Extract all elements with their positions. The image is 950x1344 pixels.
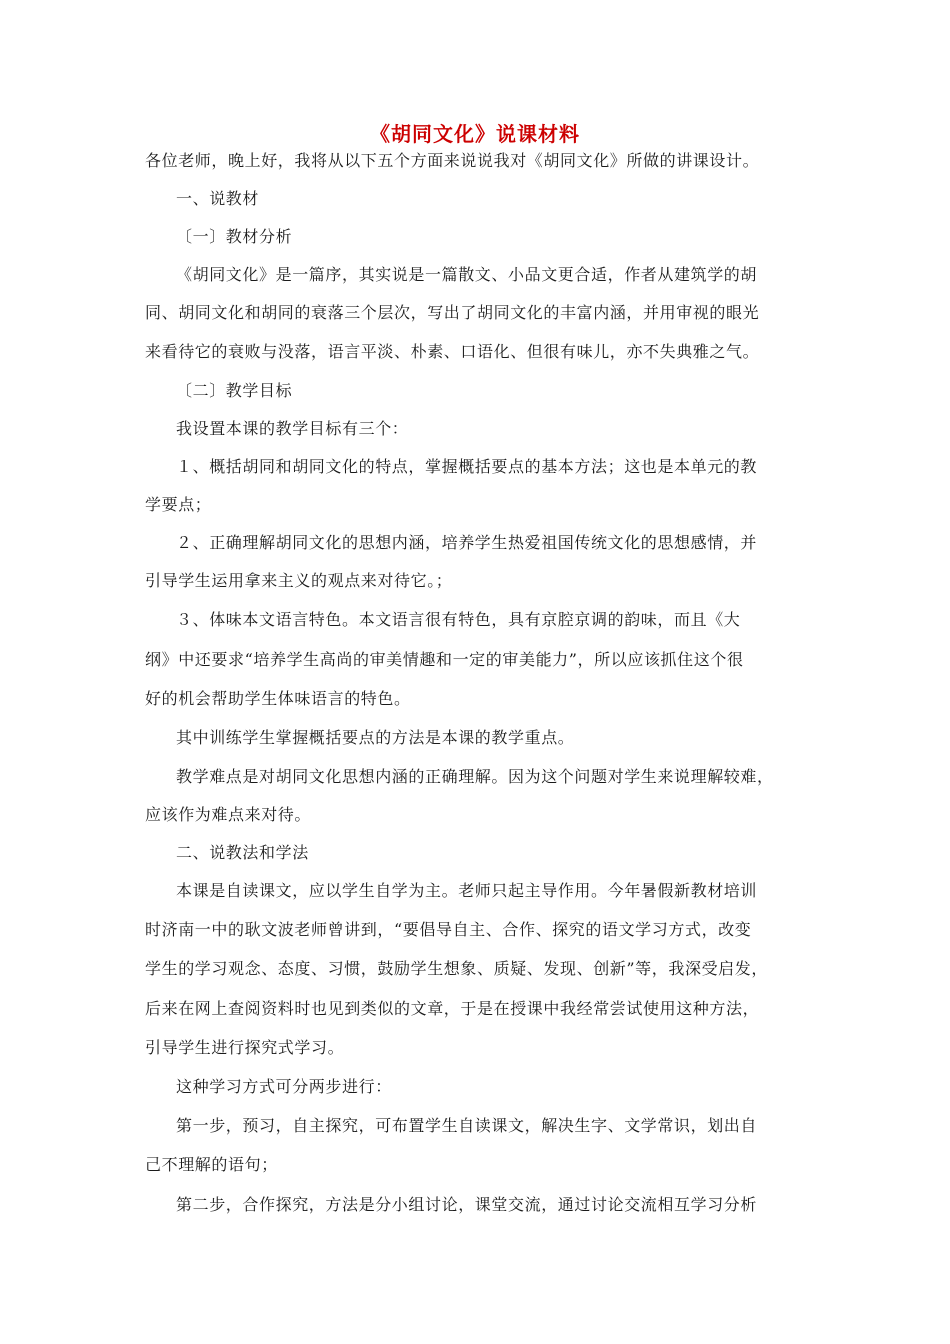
paragraph-line: 《胡同文化》是一篇序，其实说是一篇散文、小品文更合适，作者从建筑学的胡 (176, 265, 758, 284)
paragraph-line: 来看待它的衰败与没落，语言平淡、朴素、口语化、但很有味儿，亦不失典雅之气。 (145, 342, 760, 361)
paragraph-line: 这种学习方式可分两步进行： (176, 1077, 392, 1096)
list-item-line: １、概括胡同和胡同文化的特点，掌握概括要点的基本方法；这也是本单元的教 (176, 457, 758, 476)
list-item-line: 好的机会帮助学生体味语言的特色。 (145, 689, 411, 708)
paragraph-line: 时济南一中的耿文波老师曾讲到，“要倡导自主、合作、探究的语文学习方式，改变 (145, 920, 752, 939)
paragraph-line: 引导学生进行探究式学习。 (145, 1038, 345, 1057)
list-item-line: 纲》中还要求“培养学生高尚的审美情趣和一定的审美能力”，所以应该抓住这个很 (145, 650, 744, 669)
section-heading: 二、说教法和学法 (176, 843, 309, 862)
paragraph-line: 第一步，预习，自主探究，可布置学生自读课文，解决生字、文学常识，划出自 (176, 1116, 758, 1135)
list-item-line: 引导学生运用拿来主义的观点来对待它。； (145, 571, 453, 590)
paragraph-line: 学生的学习观念、态度、习惯，鼓励学生想象、质疑、发现、创新”等，我深受启发， (145, 959, 768, 978)
document-title: 《胡同文化》说课材料 (370, 122, 580, 146)
paragraph-line: 己不理解的语句； (145, 1155, 278, 1174)
paragraph-line: 后来在网上查阅资料时也见到类似的文章，于是在授课中我经常尝试使用这种方法， (145, 999, 760, 1018)
subsection-heading: 〔二〕教学目标 (176, 381, 293, 400)
paragraph-line: 各位老师，晚上好，我将从以下五个方面来说说我对《胡同文化》所做的讲课设计。 (145, 151, 760, 170)
list-item-line: ２、正确理解胡同文化的思想内涵，培养学生热爱祖国传统文化的思想感情，并 (176, 533, 758, 552)
paragraph-line: 教学难点是对胡同文化思想内涵的正确理解。因为这个问题对学生来说理解较难， (176, 767, 774, 786)
paragraph-line: 本课是自读课文，应以学生自学为主。老师只起主导作用。今年暑假新教材培训 (176, 881, 758, 900)
paragraph-line: 第二步，合作探究，方法是分小组讨论，课堂交流，通过讨论交流相互学习分析 (176, 1195, 758, 1214)
list-item-line: ３、体味本文语言特色。本文语言很有特色，具有京腔京调的韵味，而且《大 (176, 610, 741, 629)
paragraph-line: 我设置本课的教学目标有三个： (176, 419, 409, 438)
list-item-line: 学要点； (145, 495, 212, 514)
paragraph-line: 其中训练学生掌握概括要点的方法是本课的教学重点。 (176, 728, 575, 747)
paragraph-line: 应该作为难点来对待。 (145, 805, 312, 824)
section-heading: 一、说教材 (176, 189, 260, 208)
paragraph-line: 同、胡同文化和胡同的衰落三个层次，写出了胡同文化的丰富内涵，并用审视的眼光 (145, 303, 760, 322)
subsection-heading: 〔一〕教材分析 (176, 227, 293, 246)
